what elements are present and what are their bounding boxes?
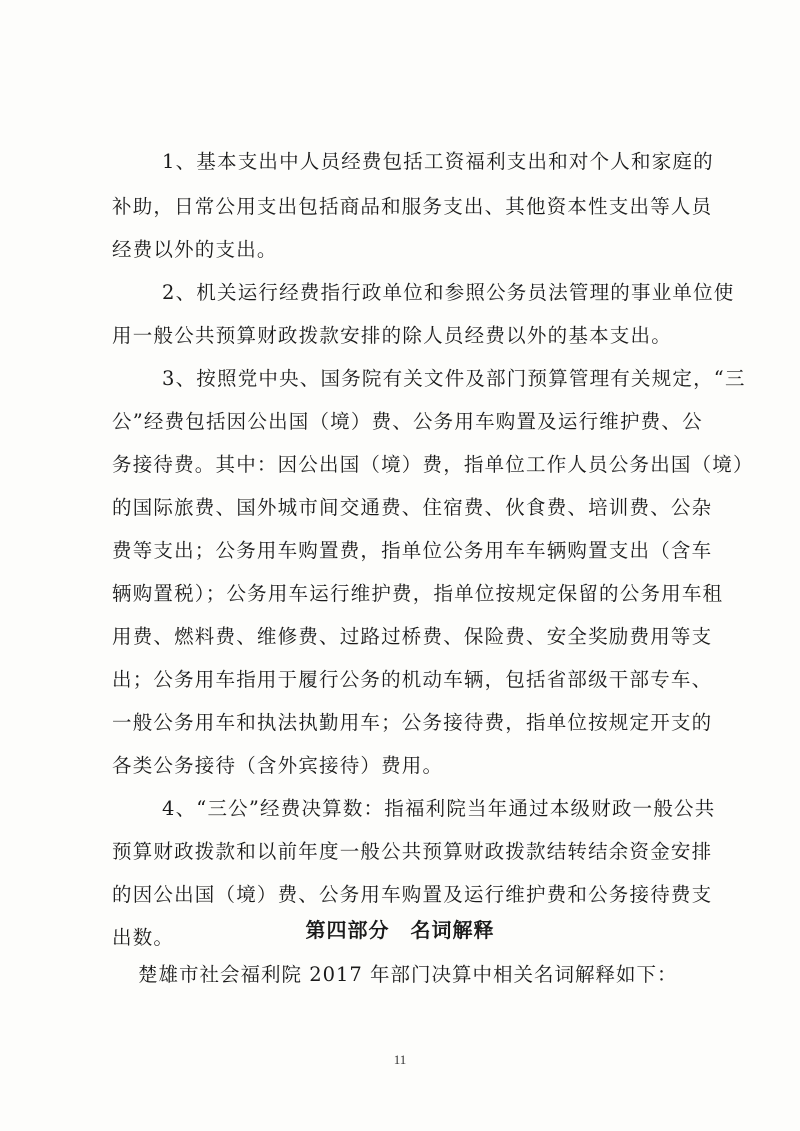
paragraph-1-line-1: 1、基本支出中人员经费包括工资福利支出和对个人和家庭的	[162, 150, 714, 173]
paragraph-3-line-10: 各类公务接待（含外宾接待）费用。	[112, 754, 444, 777]
paragraph-2-line-2: 用一般公共预算财政拨款安排的除人员经费以外的基本支出。	[112, 324, 672, 347]
paragraph-3-line-8: 出；公务用车指用于履行公务的机动车辆，包括省部级干部专车、	[112, 668, 713, 691]
paragraph-4-line-1: 4、“三公”经费决算数：指福利院当年通过本级财政一般公共	[162, 797, 716, 820]
paragraph-3-line-5: 费等支出；公务用车购置费，指单位公务用车车辆购置支出（含车	[112, 539, 713, 562]
paragraph-3-line-7: 用费、燃料费、维修费、过路过桥费、保险费、安全奖励费用等支	[112, 625, 713, 648]
page-number: 11	[393, 1052, 407, 1067]
paragraph-4-line-4: 出数。	[112, 926, 175, 949]
paragraph-3-line-9: 一般公务用车和执法执勤用车；公务接待费，指单位按规定开支的	[112, 711, 713, 734]
paragraph-3-line-1: 3、按照党中央、国务院有关文件及部门预算管理有关规定，“三	[162, 367, 746, 390]
intro-line: 楚雄市社会福利院 2017 年部门决算中相关名词解释如下：	[138, 963, 678, 986]
paragraph-3-line-4: 的国际旅费、国外城市间交通费、住宿费、伙食费、培训费、公杂	[112, 496, 713, 519]
paragraph-4-line-2: 预算财政拨款和以前年度一般公共预算财政拨款结转结余资金安排	[112, 840, 713, 863]
paragraph-4-line-3: 的因公出国（境）费、公务用车购置及运行维护费和公务接待费支	[112, 883, 713, 906]
paragraph-3-line-3: 务接待费。其中：因公出国（境）费，指单位工作人员公务出国（境）	[112, 453, 754, 476]
paragraph-1-line-3: 经费以外的支出。	[112, 238, 278, 261]
section-heading: 第四部分 名词解释	[305, 918, 495, 942]
paragraph-3-line-2: 公”经费包括因公出国（境）费、公务用车购置及运行维护费、公	[112, 410, 703, 433]
paragraph-3-line-6: 辆购置税）；公务用车运行维护费，指单位按规定保留的公务用车租	[112, 582, 724, 605]
paragraph-2-line-1: 2、机关运行经费指行政单位和参照公务员法管理的事业单位使	[162, 281, 735, 304]
paragraph-1-line-2: 补助，日常公用支出包括商品和服务支出、其他资本性支出等人员	[112, 195, 713, 218]
